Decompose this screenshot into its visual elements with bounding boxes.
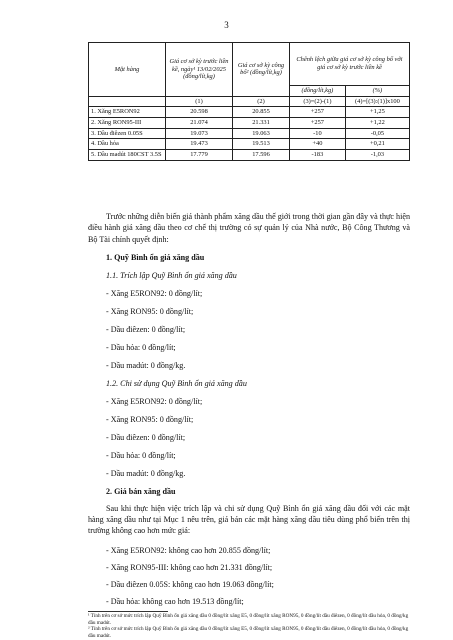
row-name: 5. Dầu madút 180CST 3.5S (89, 150, 166, 161)
row-curr: 21.331 (233, 118, 290, 129)
sub1-item: - Xăng E5RON92: 0 đồng/lít; (106, 289, 203, 298)
section2-item: - Xăng E5RON92: không cao hơn 20.855 đồng/lít; (106, 546, 271, 555)
header-pct-unit: (%) (345, 86, 409, 97)
table-row (89, 107, 410, 118)
footnote-divider (88, 611, 168, 612)
section1-title: 1. Quỹ Bình ổn giá xăng dầu (106, 253, 205, 262)
intro-paragraph: Trước những diễn biến giá thành phẩm xăng dầu thế giới trong thời gian gần đây và thực hiện điều hành giá xăng dầu theo cơ chế thị trường có sự quản lý của Nhà nước, Bộ Công Thương và Bộ Tài chính quyết định: (88, 212, 410, 244)
sub2-item: - Dầu madút: 0 đồng/kg. (106, 469, 186, 478)
table-row (89, 128, 410, 139)
sub1-item: - Xăng RON95: 0 đồng/lít; (106, 307, 194, 316)
header-current-price: Giá cơ sở kỳ công bố² (đồng/lít,kg) (233, 43, 290, 97)
row-prev: 21.074 (166, 118, 233, 129)
row-prev: 19.473 (166, 139, 233, 150)
section2-item: - Dầu hỏa: không cao hơn 19.513 đồng/lít; (106, 597, 244, 606)
table-col-number-row (89, 96, 410, 107)
row-curr: 19.063 (233, 128, 290, 139)
row-pct: -1,03 (345, 150, 409, 161)
row-pct: -0,05 (345, 128, 409, 139)
section2-item: - Dầu điêzen 0.05S: không cao hơn 19.063 đồng/lít; (106, 580, 274, 589)
row-name: 3. Dầu điêzen 0.05S (89, 128, 166, 139)
sub1-item: - Dầu hỏa: 0 đồng/lít; (106, 343, 176, 352)
sub2-item: - Dầu điêzen: 0 đồng/lít; (106, 433, 186, 442)
row-name: 1. Xăng E5RON92 (89, 107, 166, 118)
row-name: 4. Dầu hỏa (89, 139, 166, 150)
section2-paragraph: Sau khi thực hiện việc trích lập và chi sử dụng Quỹ Bình ổn giá xăng dầu đối với các mặt hàng xăng dầu như tại Mục 1 nêu trên, giá bán các mặt hàng xăng dầu tiêu dùng phổ biến trên thị trường không cao hơn mức giá: (88, 504, 410, 535)
row-diff: +257 (290, 118, 346, 129)
header-diff-group: Chênh lệch giữa giá cơ sở kỳ công bố với giá cơ sở kỳ trước liền kề (290, 43, 410, 86)
page-number: 3 (224, 20, 229, 30)
col-number-blank (89, 96, 166, 107)
footnote-1: ¹ Tính trên cơ sở mức trích lập Quỹ Bình ổn giá xăng dầu 0 đồng/lít xăng E5, 0 đồng/lít xăng RON95, 0 đồng/lít dầu điêzen, 0 đồng/lít dầu hỏa, 0 đồng/kg dầu madút. (88, 613, 409, 626)
section2-title: 2. Giá bán xăng dầu (106, 487, 176, 496)
sub2-item: - Xăng RON95: 0 đồng/lít; (106, 415, 194, 424)
row-diff: +257 (290, 107, 346, 118)
sub1-item: - Dầu điêzen: 0 đồng/lít; (106, 325, 186, 334)
col-number: (2) (233, 96, 290, 107)
header-diff-unit: (đồng/lít,kg) (290, 86, 346, 97)
row-prev: 17.779 (166, 150, 233, 161)
row-name: 2. Xăng RON95-III (89, 118, 166, 129)
price-table (88, 42, 410, 161)
sub1-item: - Dầu madút: 0 đồng/kg. (106, 361, 186, 370)
table-row (89, 150, 410, 161)
sub2-item: - Dầu hỏa: 0 đồng/lít; (106, 451, 176, 460)
section1-sub2-title: 1.2. Chi sử dụng Quỹ Bình ổn giá xăng dầu (106, 379, 247, 388)
col-number: (4)=[(3):(1)]x100 (345, 96, 409, 107)
table-header-row (89, 43, 410, 86)
row-prev: 20.598 (166, 107, 233, 118)
section2-item: - Xăng RON95-III: không cao hơn 21.331 đồng/lít; (106, 563, 273, 572)
sub2-item: - Xăng E5RON92: 0 đồng/lít; (106, 397, 203, 406)
header-prev-price: Giá cơ sở kỳ trước liền kề, ngày¹ 13/02/2025 (đồng/lít,kg) (166, 43, 233, 97)
footnote-2: ² Tính trên cơ sở mức trích lập Quỹ Bình ổn giá xăng dầu 0 đồng/lít xăng E5, 0 đồng/lít xăng RON95, 0 đồng/lít dầu điêzen, 0 đồng/lít dầu hỏa, 0 đồng/kg dầu madút. (88, 626, 409, 639)
col-number: (3)=(2)-(1) (290, 96, 346, 107)
row-pct: +0,21 (345, 139, 409, 150)
row-curr: 20.855 (233, 107, 290, 118)
section1-sub1-title: 1.1. Trích lập Quỹ Bình ổn giá xăng dầu (106, 271, 237, 280)
row-prev: 19.073 (166, 128, 233, 139)
row-curr: 17.596 (233, 150, 290, 161)
row-curr: 19.513 (233, 139, 290, 150)
table-row (89, 139, 410, 150)
row-pct: +1,22 (345, 118, 409, 129)
header-item: Mặt hàng (89, 43, 166, 97)
table-row (89, 118, 410, 129)
row-diff: -183 (290, 150, 346, 161)
col-number: (1) (166, 96, 233, 107)
row-diff: +40 (290, 139, 346, 150)
row-pct: +1,25 (345, 107, 409, 118)
row-diff: -10 (290, 128, 346, 139)
